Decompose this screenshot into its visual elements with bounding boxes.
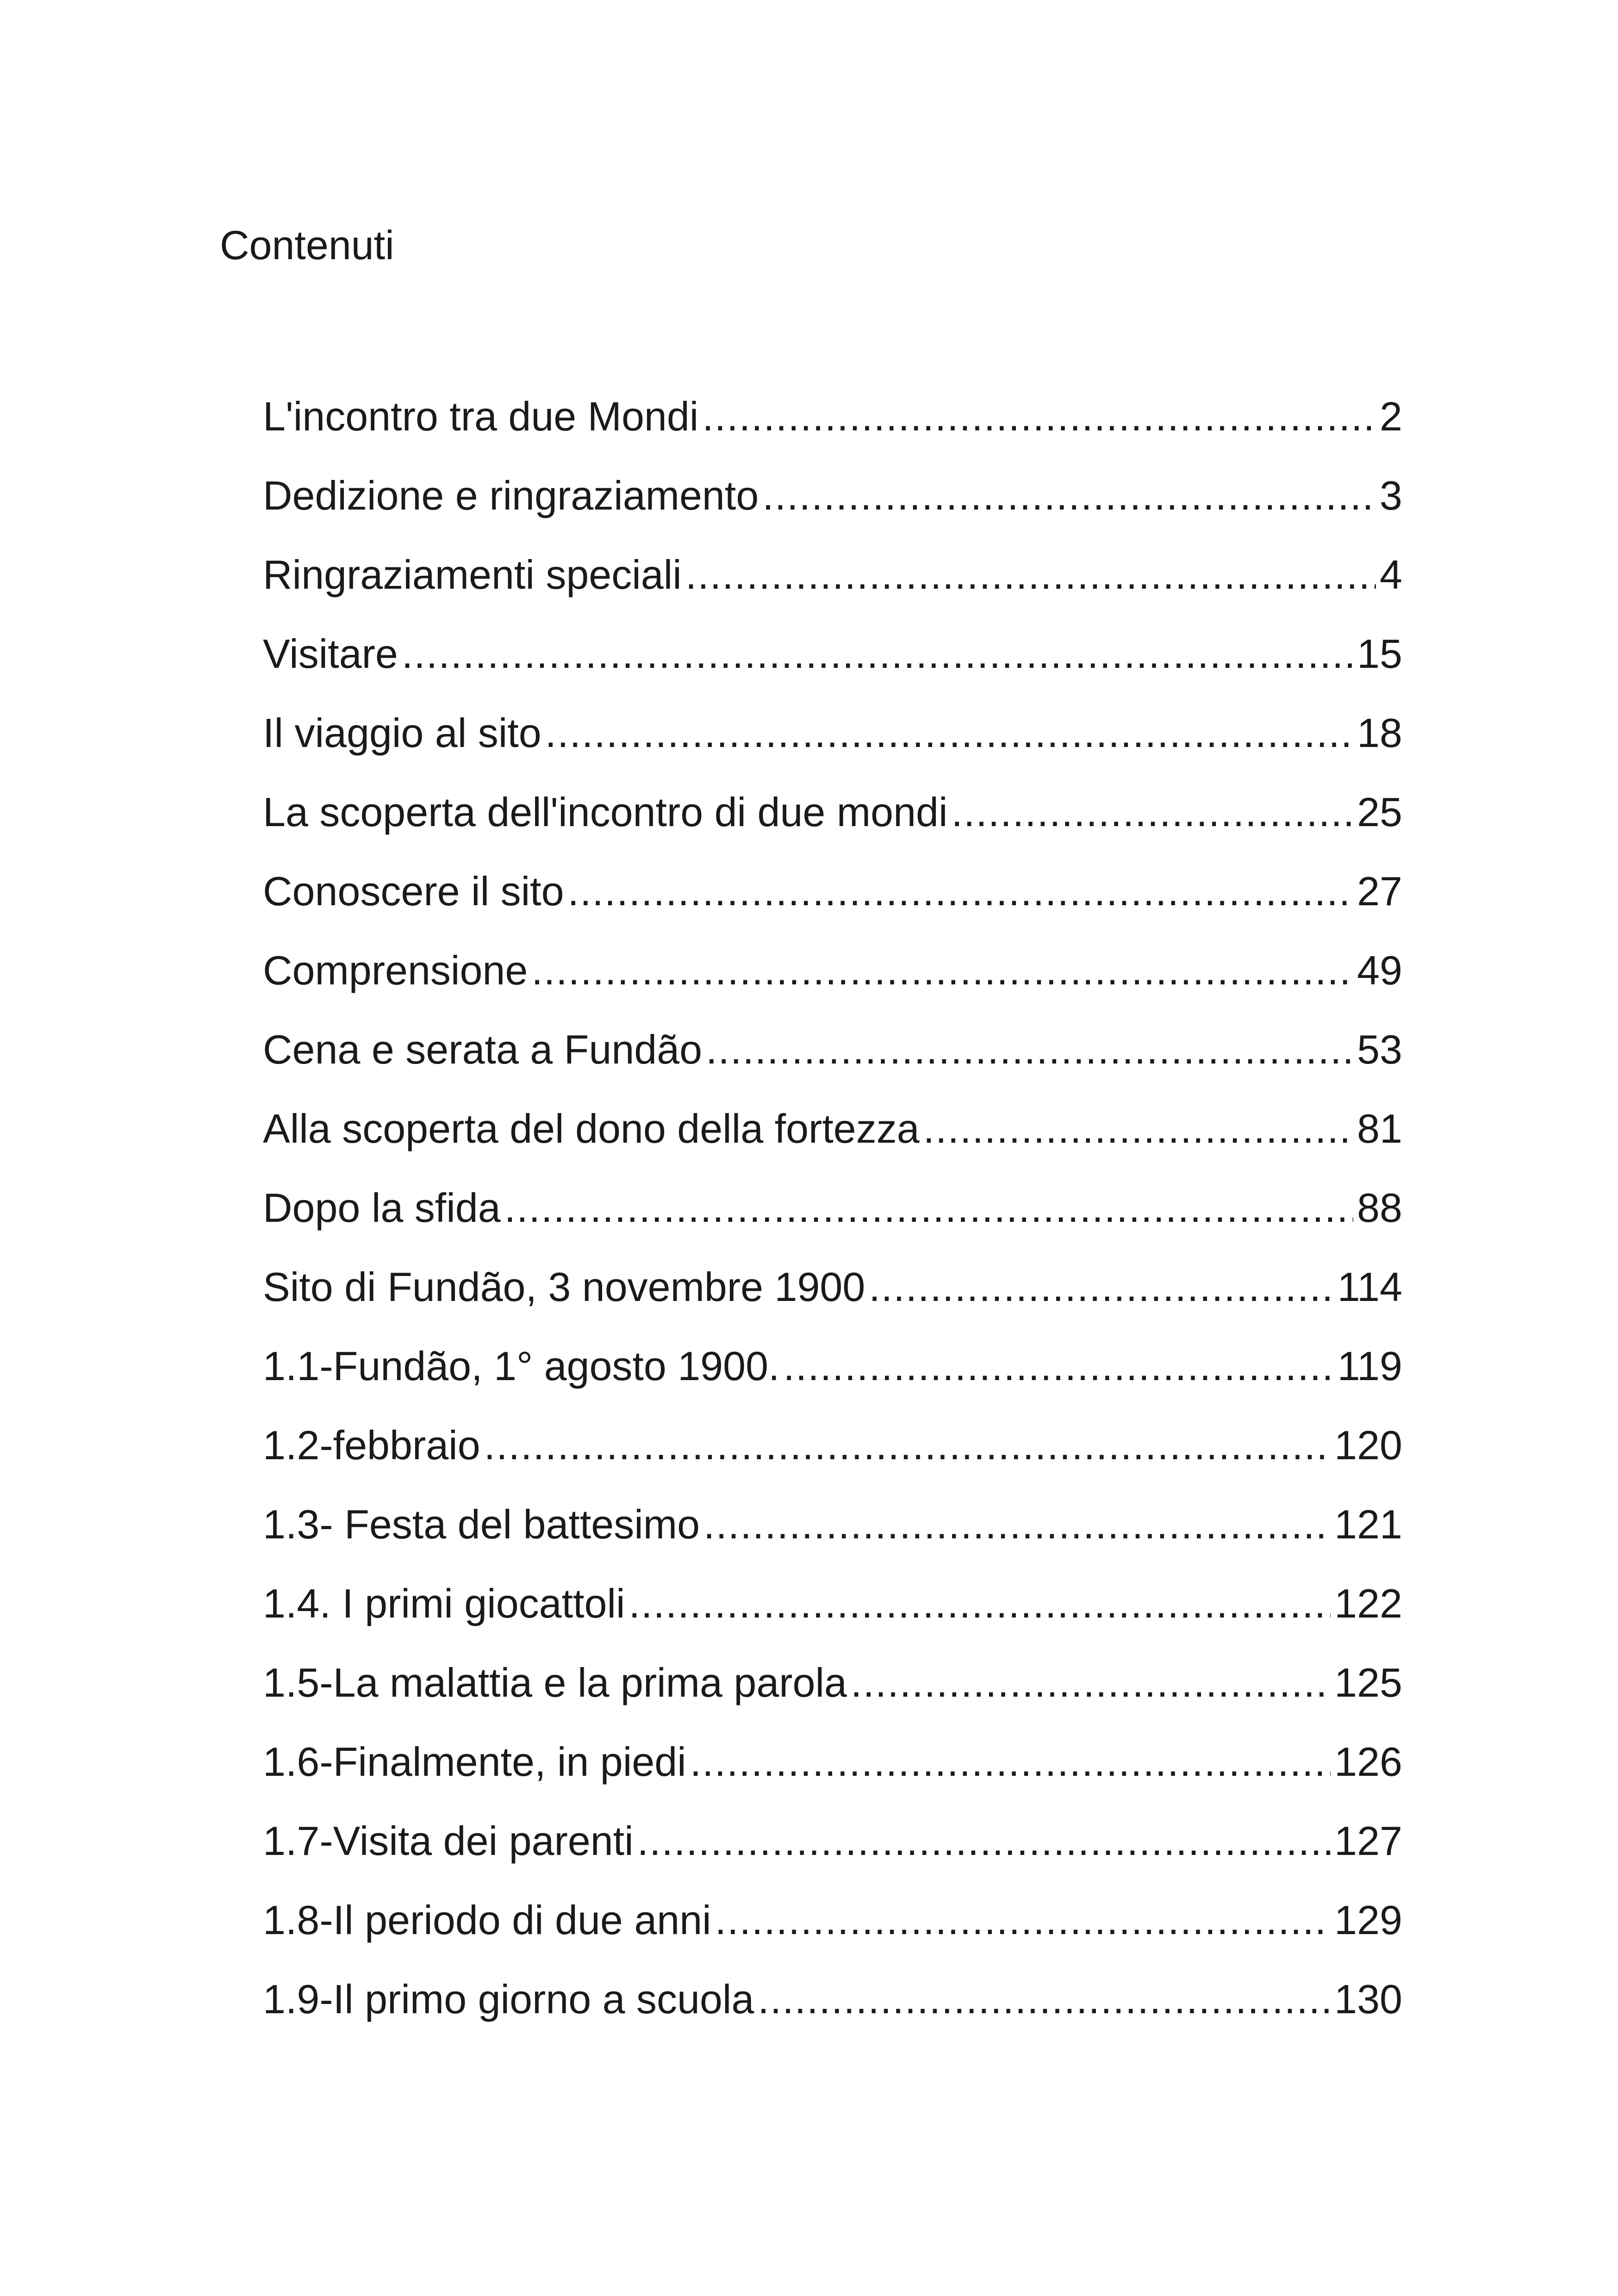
toc-entry-page: 119 bbox=[1337, 1343, 1402, 1389]
toc-entry[interactable] bbox=[263, 1259, 1402, 1338]
toc-dot-leader bbox=[869, 1259, 1333, 1315]
toc-entry-title: Conoscere il sito bbox=[263, 868, 564, 914]
toc-entry[interactable] bbox=[263, 1338, 1402, 1418]
toc-dot-leader bbox=[762, 468, 1376, 523]
toc-entry-page: 126 bbox=[1334, 1739, 1402, 1785]
toc-entry[interactable] bbox=[263, 389, 1402, 468]
toc-entry-title: La scoperta dell'incontro di due mondi bbox=[263, 789, 948, 835]
toc-entry[interactable] bbox=[263, 1101, 1402, 1180]
toc-entry[interactable] bbox=[263, 1892, 1402, 1972]
toc-entry-title: Il viaggio al sito bbox=[263, 710, 541, 756]
toc-entry[interactable] bbox=[263, 626, 1402, 705]
toc-dot-leader bbox=[690, 1734, 1331, 1790]
toc-heading: Contenuti bbox=[220, 222, 394, 268]
toc-dot-leader bbox=[783, 1338, 1333, 1394]
toc-entry[interactable] bbox=[263, 1813, 1402, 1892]
toc-entry-title: 1.2-febbraio bbox=[263, 1422, 480, 1468]
toc-entry-page: 127 bbox=[1334, 1818, 1402, 1864]
toc-entry-title: Cena e serata a Fundão bbox=[263, 1027, 703, 1072]
toc-dot-leader bbox=[952, 784, 1354, 840]
toc-entry-title: 1.9-Il primo giorno a scuola bbox=[263, 1976, 754, 2022]
toc-dot-leader bbox=[504, 1180, 1353, 1236]
toc-dot-leader bbox=[702, 389, 1376, 444]
toc-entry-page: 130 bbox=[1334, 1976, 1402, 2022]
toc-entry[interactable] bbox=[263, 1576, 1402, 1655]
toc-dot-leader bbox=[706, 1022, 1353, 1077]
toc-dot-leader bbox=[851, 1655, 1331, 1711]
toc-entry-title: Dopo la sfida bbox=[263, 1185, 501, 1231]
toc-entry-title: 1.5-La malattia e la prima parola bbox=[263, 1660, 847, 1705]
toc-entry-title: Dedizione e ringraziamento bbox=[263, 473, 759, 518]
toc-entry[interactable] bbox=[263, 1022, 1402, 1101]
toc-entry[interactable] bbox=[263, 468, 1402, 547]
toc-entry-title: 1.3- Festa del battesimo bbox=[263, 1501, 700, 1547]
toc-entry-page: 129 bbox=[1334, 1897, 1402, 1943]
toc-entry-title: Sito di Fundão, 3 novembre 1900 bbox=[263, 1264, 865, 1310]
toc-dot-leader bbox=[484, 1418, 1331, 1473]
toc-entry-title: Comprensione bbox=[263, 947, 528, 993]
toc-dot-leader bbox=[531, 943, 1353, 998]
toc-entry[interactable] bbox=[263, 1418, 1402, 1497]
toc-entry-page: 88 bbox=[1357, 1185, 1402, 1231]
toc-entry-page: 121 bbox=[1334, 1501, 1402, 1547]
toc-entry[interactable] bbox=[263, 705, 1402, 784]
toc-entry[interactable] bbox=[263, 784, 1402, 864]
toc-entry-title: L'incontro tra due Mondi bbox=[263, 393, 699, 439]
toc-entry-title: 1.1-Fundão, 1° agosto 1900. bbox=[263, 1343, 780, 1389]
toc-dot-leader bbox=[402, 626, 1353, 682]
toc-entry-page: 122 bbox=[1334, 1580, 1402, 1626]
toc-entry-page: 3 bbox=[1380, 473, 1402, 518]
toc-entry-title: Visitare bbox=[263, 631, 398, 677]
toc-entry-title: 1.8-Il periodo di due anni bbox=[263, 1897, 711, 1943]
toc-dot-leader bbox=[758, 1972, 1331, 2027]
toc-entry-page: 18 bbox=[1357, 710, 1402, 756]
toc-entry-title: 1.7-Visita dei parenti bbox=[263, 1818, 634, 1864]
toc-entry-title: 1.6-Finalmente, in piedi bbox=[263, 1739, 686, 1785]
toc-entry-page: 25 bbox=[1357, 789, 1402, 835]
toc-entry-page: 27 bbox=[1357, 868, 1402, 914]
toc-dot-leader bbox=[568, 864, 1354, 919]
toc-entry-page: 81 bbox=[1357, 1106, 1402, 1151]
table-of-contents bbox=[263, 389, 1402, 2051]
toc-entry-page: 2 bbox=[1380, 393, 1402, 439]
toc-entry-title: Alla scoperta del dono della fortezza bbox=[263, 1106, 920, 1151]
toc-entry[interactable] bbox=[263, 1180, 1402, 1259]
toc-dot-leader bbox=[629, 1576, 1331, 1631]
toc-entry-title: Ringraziamenti speciali bbox=[263, 552, 682, 597]
toc-entry-page: 114 bbox=[1337, 1264, 1402, 1310]
toc-entry[interactable] bbox=[263, 1655, 1402, 1734]
toc-dot-leader bbox=[703, 1497, 1331, 1552]
toc-entry[interactable] bbox=[263, 1497, 1402, 1576]
toc-entry[interactable] bbox=[263, 1972, 1402, 2051]
toc-entry-page: 15 bbox=[1357, 631, 1402, 677]
toc-entry[interactable] bbox=[263, 1734, 1402, 1813]
toc-entry-page: 49 bbox=[1357, 947, 1402, 993]
toc-entry-title: 1.4. I primi giocattoli bbox=[263, 1580, 625, 1626]
toc-entry[interactable] bbox=[263, 864, 1402, 943]
toc-entry-page: 53 bbox=[1357, 1027, 1402, 1072]
toc-entry-page: 125 bbox=[1334, 1660, 1402, 1705]
toc-entry-page: 4 bbox=[1380, 552, 1402, 597]
toc-dot-leader bbox=[545, 705, 1353, 761]
toc-entry[interactable] bbox=[263, 547, 1402, 626]
toc-entry[interactable] bbox=[263, 943, 1402, 1022]
toc-dot-leader bbox=[685, 547, 1376, 603]
toc-dot-leader bbox=[923, 1101, 1353, 1157]
toc-entry-page: 120 bbox=[1334, 1422, 1402, 1468]
toc-dot-leader bbox=[715, 1892, 1331, 1948]
toc-dot-leader bbox=[637, 1813, 1331, 1869]
